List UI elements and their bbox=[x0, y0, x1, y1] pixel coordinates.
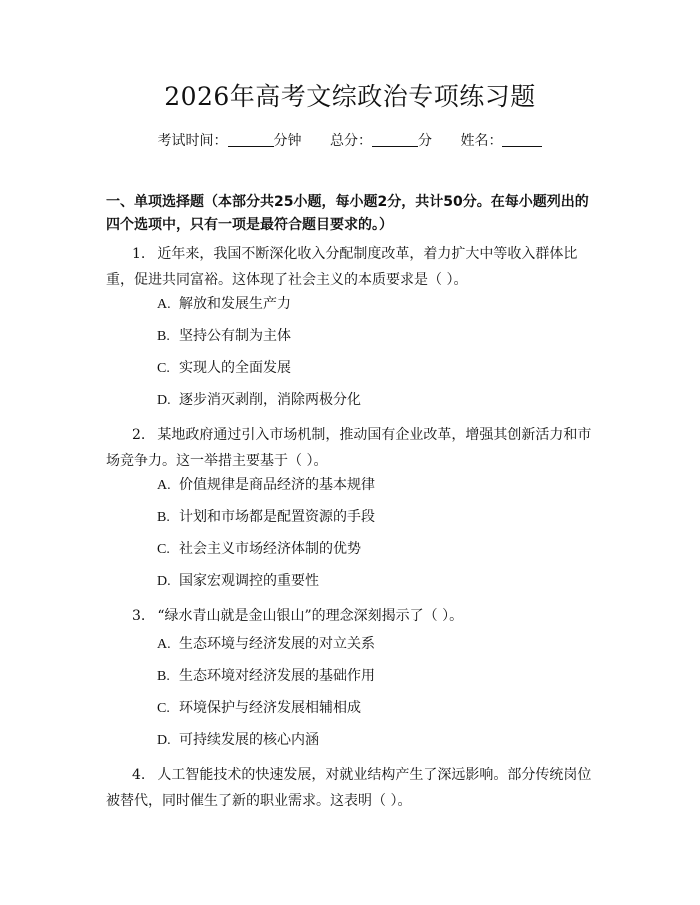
question-2 bbox=[106, 422, 602, 474]
option-label: D. bbox=[157, 574, 171, 589]
option-label: C. bbox=[157, 361, 170, 376]
total-score-blank bbox=[372, 132, 418, 147]
option-2b bbox=[157, 507, 375, 528]
question-stem: 某地政府通过引入市场机制，推动国有企业改革，增强其创新活力和市场竞争力。这一举措主要基于（ ）。 bbox=[106, 427, 592, 469]
option-text: 逐步消灭剥削，消除两极分化 bbox=[179, 392, 361, 408]
exam-time-label: 考试时间： bbox=[157, 133, 228, 149]
section-heading: 一、单项选择题（本部分共25小题，每小题2分，共计50分。在每小题列出的四个选项中，只有一项是最符合题目要求的。） bbox=[106, 194, 589, 233]
question-stem: 人工智能技术的快速发展，对就业结构产生了深远影响。部分传统岗位被替代，同时催生了新的职业需求。这表明（ ）。 bbox=[106, 767, 592, 809]
option-label: D. bbox=[157, 393, 171, 408]
option-text: 生态环境对经济发展的基础作用 bbox=[179, 668, 375, 684]
option-label: C. bbox=[157, 701, 170, 716]
option-text: 国家宏观调控的重要性 bbox=[179, 573, 319, 589]
option-3b bbox=[157, 666, 375, 687]
option-text: 坚持公有制为主体 bbox=[179, 328, 291, 344]
option-3d bbox=[157, 730, 319, 751]
option-3c bbox=[157, 698, 361, 719]
total-score-label: 总分： bbox=[330, 133, 372, 149]
question-3 bbox=[106, 603, 602, 629]
question-number: 2. bbox=[132, 427, 146, 443]
student-name-label: 姓名： bbox=[460, 133, 503, 149]
option-text: 实现人的全面发展 bbox=[179, 360, 291, 376]
option-label: D. bbox=[157, 733, 171, 748]
option-1a bbox=[157, 294, 291, 315]
page-title: 2026年高考文综政治专项练习题 bbox=[164, 82, 536, 111]
question-number: 4. bbox=[132, 767, 146, 783]
option-label: B. bbox=[157, 329, 170, 344]
option-label: C. bbox=[157, 542, 170, 557]
question-number: 1. bbox=[132, 246, 146, 262]
option-2d bbox=[157, 571, 319, 592]
option-1d bbox=[157, 390, 361, 411]
student-name-blank bbox=[502, 132, 542, 147]
option-2a bbox=[157, 475, 375, 496]
option-text: 价值规律是商品经济的基本规律 bbox=[179, 477, 375, 493]
option-3a bbox=[157, 634, 375, 655]
option-1b bbox=[157, 326, 291, 347]
total-score-field bbox=[330, 133, 436, 149]
option-label: B. bbox=[157, 510, 170, 525]
total-score-unit: 分 bbox=[418, 133, 432, 149]
option-text: 可持续发展的核心内涵 bbox=[179, 732, 319, 748]
question-stem: 近年来，我国不断深化收入分配制度改革，着力扩大中等收入群体比重，促进共同富裕。这体现了社会主义的本质要求是（ ）。 bbox=[106, 246, 578, 288]
exam-time-unit: 分钟 bbox=[273, 133, 302, 149]
exam-time-field bbox=[158, 133, 306, 149]
question-1 bbox=[106, 241, 602, 293]
option-text: 生态环境与经济发展的对立关系 bbox=[179, 636, 375, 652]
option-text: 社会主义市场经济体制的优势 bbox=[179, 541, 361, 557]
option-label: B. bbox=[157, 669, 170, 684]
option-1c bbox=[157, 358, 291, 379]
option-text: 解放和发展生产力 bbox=[179, 296, 291, 312]
exam-time-blank bbox=[228, 132, 274, 147]
option-2c bbox=[157, 539, 361, 560]
exam-info-row bbox=[0, 130, 700, 152]
option-text: 环境保护与经济发展相辅相成 bbox=[179, 700, 361, 716]
question-stem: “绿水青山就是金山银山”的理念深刻揭示了（ ）。 bbox=[157, 608, 464, 624]
option-text: 计划和市场都是配置资源的手段 bbox=[179, 509, 375, 525]
student-name-field bbox=[460, 133, 542, 149]
option-label: A. bbox=[157, 297, 171, 312]
question-4 bbox=[106, 762, 602, 814]
option-label: A. bbox=[157, 478, 171, 493]
question-number: 3. bbox=[132, 608, 146, 624]
option-label: A. bbox=[157, 637, 171, 652]
